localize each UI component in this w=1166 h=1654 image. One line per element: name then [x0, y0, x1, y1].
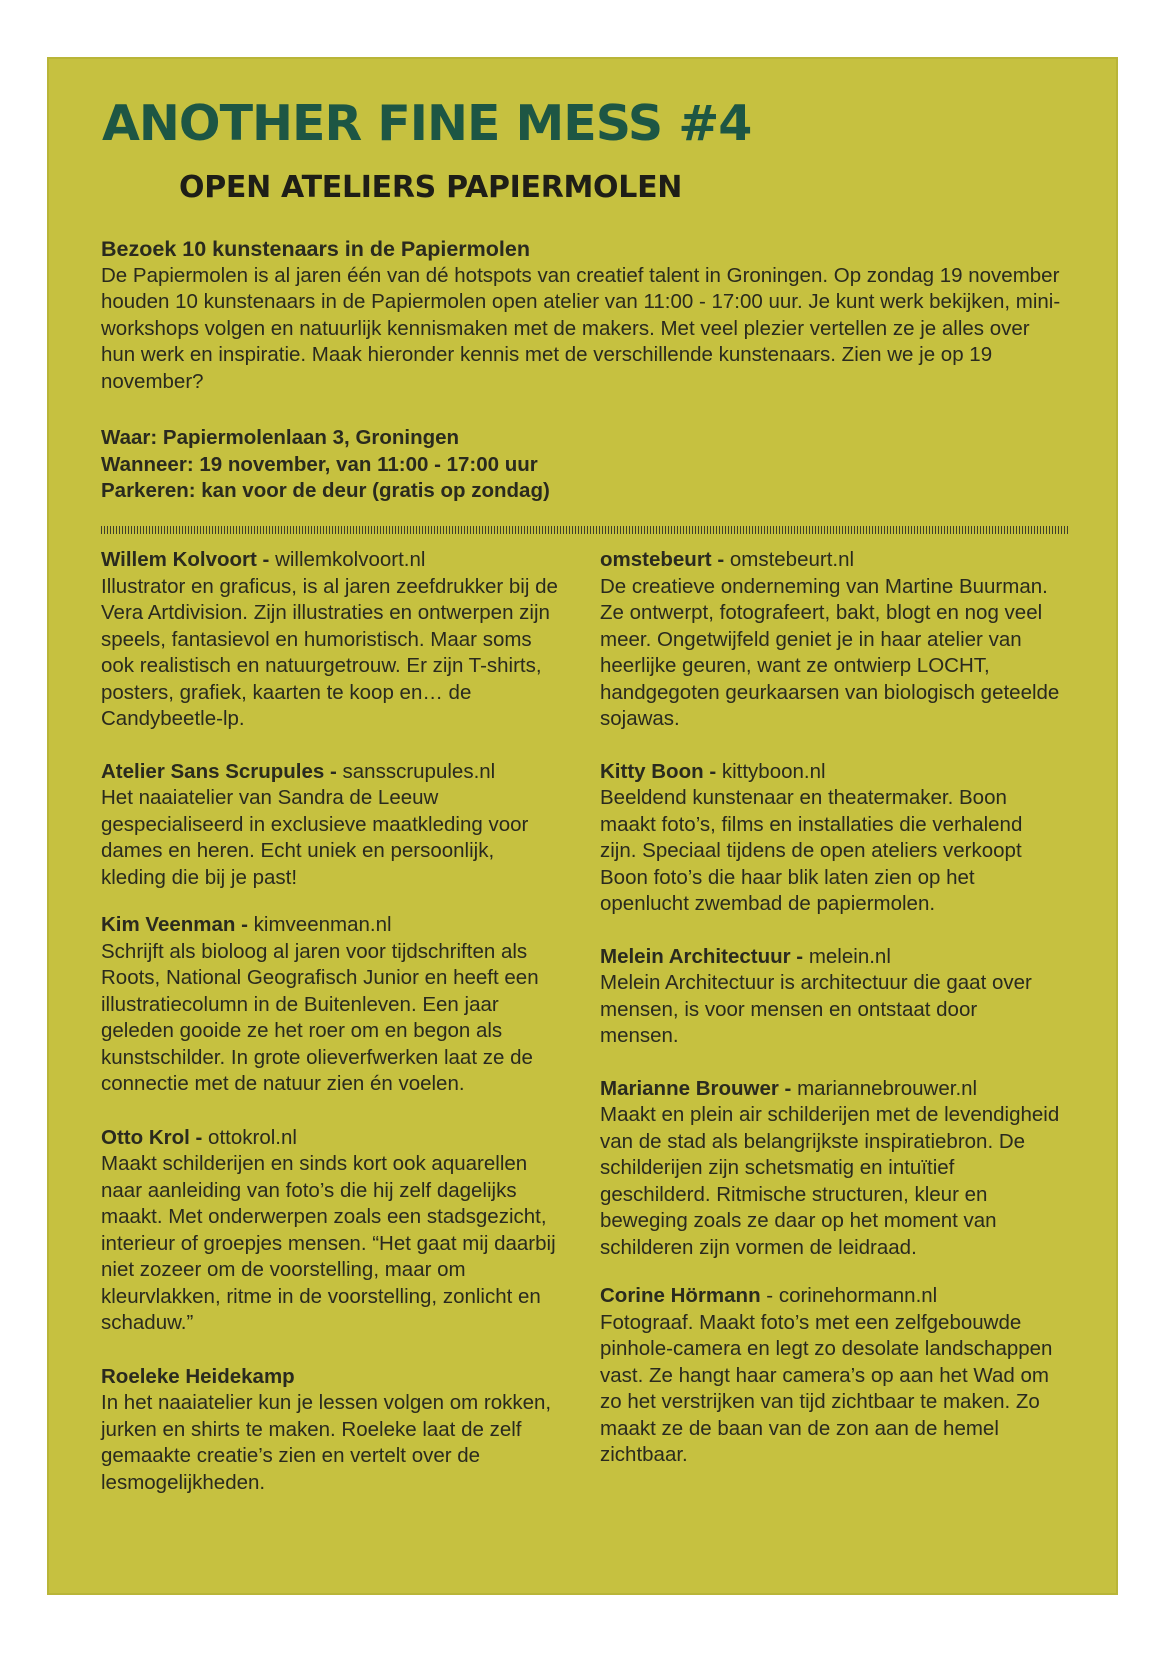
- artists-right-column: [600, 547, 1060, 1469]
- artist-description: Het naaiatelier van Sandra de Leeuw gespecialiseerd in exclusieve maatkleding voor dames en heren. Echt uniek en persoonlijk, kleding die bij je past!: [101, 786, 529, 889]
- artist-entry: [101, 1125, 561, 1337]
- dotted-divider: [101, 526, 1068, 534]
- artist-name: Willem Kolvoort -: [101, 548, 276, 571]
- artist-website: kittyboon.nl: [721, 759, 826, 783]
- artist-entry: [101, 1364, 561, 1497]
- artist-description: Fotograaf. Maakt foto’s met een zelfgebouwde pinhole-camera en legt zo desolate landschappen vast. Ze hangt haar camera’s op aan het Wad om zo het verstrijken van tijd zichtbaar te maken. Zo maakt ze de baan van de zon aan de hemel zichtbaar.: [600, 1310, 1053, 1466]
- artist-name: Kim Veenman -: [101, 913, 254, 936]
- artist-website: mariannebrouwer.nl: [797, 1076, 978, 1100]
- artist-description: Melein Architectuur is architectuur die gaat over mensen, is voor mensen en ontstaat door mensen.: [600, 971, 1032, 1047]
- page-subtitle: OPEN ATELIERS PAPIERMOLEN: [179, 170, 683, 205]
- artist-entry: [600, 547, 1060, 733]
- artist-description: In het naaiatelier kun je lessen volgen om rokken, jurken en shirts te maken. Roeleke laat de zelf gemaakte creatie’s zien en vertelt over de lesmogelijkheden.: [101, 1391, 552, 1494]
- artist-website: omstebeurt.nl: [729, 548, 855, 571]
- artist-entry: [101, 759, 561, 892]
- artist-description: Beeldend kunstenaar en theatermaker. Boon maakt foto’s, films en installaties die verhalend zijn. Speciaal tijdens de open ateliers verkoopt Boon foto’s die haar blik laten zien op het openlucht zwembad de papiermolen.: [600, 786, 1023, 915]
- artist-description: De creatieve onderneming van Martine Buurman. Ze ontwerpt, fotografeert, bakt, blogt en nog veel meer. Ongetwijfeld geniet je in haar atelier van heerlijke geuren, want ze ontwierp LOCHT, handgegoten geurkaarsen van biologisch geteelde sojawas.: [600, 574, 1060, 730]
- event-parking: Parkeren: kan voor de deur (gratis op zondag): [101, 479, 550, 502]
- artist-entry: [600, 759, 1060, 918]
- intro-body: De Papiermolen is al jaren één van dé hotspots van creatief talent in Groningen. Op zondag 19 november houden 10 kunstenaars in de Papiermolen open atelier van 11:00 - 17:00 uur. Je kunt werk bekijken, mini-workshops volgen en natuurlijk kennismaken met de makers. Met veel plezier vertellen ze je alles over hun werk en inspiratie. Maak hieronder kennis met de verschillende kunstenaars. Zien we je op 19 november?: [101, 263, 1061, 393]
- artist-name: Roeleke Heidekamp: [101, 1364, 295, 1388]
- artist-description: Schrijft als bioloog al jaren voor tijdschriften als Roots, National Geografisch Junior en heeft een illustratiecolumn in de Buitenleven. Een jaar geleden gooide ze het roer om en begon als kunstschilder. In grote olieverfwerken laat ze de connectie met de natuur zien én voelen.: [101, 939, 539, 1095]
- intro-heading: Bezoek 10 kunstenaars in de Papiermolen: [101, 237, 530, 261]
- artist-name: Kitty Boon -: [600, 759, 722, 783]
- flyer-panel: [47, 57, 1118, 1595]
- artists-left-column: [101, 547, 561, 1496]
- event-location: Waar: Papiermolenlaan 3, Groningen: [101, 426, 460, 449]
- artist-name: omstebeurt -: [600, 548, 730, 571]
- artist-entry: [101, 912, 561, 1098]
- artist-entry: [600, 944, 1060, 1050]
- artist-name: Atelier Sans Scrupules -: [101, 759, 343, 783]
- artist-entry: [600, 1076, 1060, 1262]
- artist-website: ottokrol.nl: [208, 1125, 297, 1149]
- artist-name: Melein Architectuur -: [600, 944, 809, 968]
- artist-name: Otto Krol -: [101, 1125, 209, 1149]
- artist-description: Illustrator en graficus, is al jaren zeefdrukker bij de Vera Artdivision. Zijn illustraties en ontwerpen zijn speels, fantasievol en humoristisch. Maar soms ook realistisch en natuurgetrouw. Er zijn T-shirts, posters, grafiek, kaarten te koop en… de Candybeetle-lp.: [101, 574, 558, 730]
- artist-website: kimveenman.nl: [253, 913, 392, 936]
- artist-website: melein.nl: [808, 944, 891, 968]
- artist-website: sansscrupules.nl: [342, 759, 496, 783]
- event-time: Wanneer: 19 november, van 11:00 - 17:00 uur: [101, 452, 538, 476]
- intro-section: [101, 236, 1061, 395]
- artist-description: Maakt schilderijen en sinds kort ook aquarellen naar aanleiding van foto’s die hij zelf dagelijks maakt. Met onderwerpen zoals een stadsgezicht, interieur of groepjes mensen. “Het gaat mij daarbij niet zozeer om de voorstelling, maar om kleurvlakken, ritme in de voorstelling, zonlicht en schaduw.”: [101, 1152, 556, 1334]
- page-title: ANOTHER FINE MESS #4: [102, 95, 752, 152]
- artist-entry: [600, 1283, 1060, 1469]
- artist-name: Marianne Brouwer -: [600, 1076, 798, 1100]
- artist-entry: [101, 547, 561, 733]
- artist-website: willemkolvoort.nl: [275, 548, 426, 571]
- event-details: [101, 425, 1001, 505]
- artist-website: - corinehormann.nl: [760, 1284, 938, 1307]
- artist-name: Corine Hörmann: [600, 1284, 761, 1307]
- artist-description: Maakt en plein air schilderijen met de levendigheid van de stad als belangrijkste inspiratiebron. De schilderijen zijn schetsmatig en intuïtief geschilderd. Ritmische structuren, kleur en beweging zoals ze daar op het moment van schilderen zijn vormen de leidraad.: [600, 1103, 1060, 1259]
